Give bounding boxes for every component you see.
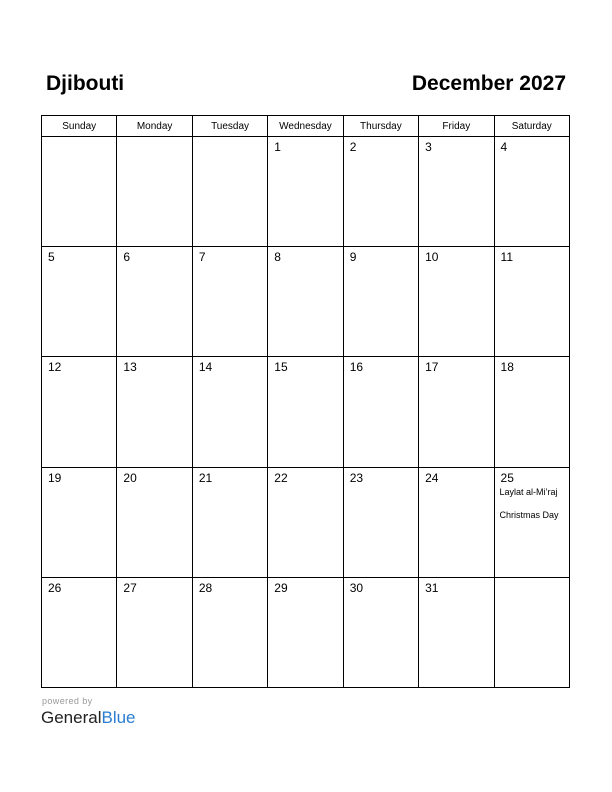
weekday-friday: Friday <box>419 116 494 137</box>
day-cell <box>192 467 267 577</box>
day-number: 14 <box>198 360 213 375</box>
generalblue-logo[interactable] <box>41 708 136 728</box>
day-number: 16 <box>349 360 364 375</box>
day-number: 22 <box>274 470 288 485</box>
day-cell <box>419 247 494 357</box>
weekday-sunday: Sunday <box>42 116 117 137</box>
weekday-tuesday: Tuesday <box>192 116 267 137</box>
day-number: 12 <box>48 360 62 375</box>
day-cell <box>343 577 418 687</box>
day-cell <box>192 137 267 247</box>
day-number <box>117 137 191 141</box>
day-cell <box>42 137 117 247</box>
day-number: 24 <box>425 470 439 485</box>
day-number <box>42 137 116 141</box>
day-number: 2 <box>349 140 357 154</box>
day-cell <box>117 357 192 467</box>
day-cell <box>343 137 418 247</box>
week-row <box>42 137 570 247</box>
weekday-wednesday: Wednesday <box>268 116 343 137</box>
day-cell <box>494 467 569 577</box>
day-number: 23 <box>349 470 364 485</box>
day-cell <box>117 137 192 247</box>
day-cell <box>268 357 343 467</box>
day-number: 8 <box>274 250 281 265</box>
day-cell <box>419 467 494 577</box>
day-number: 5 <box>48 250 55 265</box>
day-cell <box>343 357 418 467</box>
day-number: 10 <box>425 250 439 265</box>
day-cell <box>494 247 569 357</box>
day-cell <box>192 577 267 687</box>
day-number: 27 <box>123 580 137 595</box>
weekday-saturday: Saturday <box>494 116 569 137</box>
day-number: 13 <box>123 360 137 375</box>
day-number: 15 <box>274 360 288 375</box>
day-cell <box>42 467 117 577</box>
day-cell <box>268 577 343 687</box>
day-cell <box>419 577 494 687</box>
day-number: 19 <box>48 470 62 485</box>
day-number: 21 <box>198 470 213 485</box>
day-cell <box>117 247 192 357</box>
weekday-thursday: Thursday <box>343 116 418 137</box>
day-number: 30 <box>349 580 364 595</box>
holiday-label: Laylat al-Mi’raj <box>499 486 558 497</box>
day-number: 18 <box>500 360 514 375</box>
day-number: 6 <box>123 250 131 265</box>
powered-by-text: powered by <box>42 696 93 706</box>
day-number <box>495 578 569 582</box>
day-cell <box>117 467 192 577</box>
weekday-header-row <box>42 116 570 137</box>
weekday-monday: Monday <box>117 116 192 137</box>
day-cell <box>192 357 267 467</box>
day-number: 31 <box>425 580 439 595</box>
month-year-title: December 2027 <box>411 72 566 95</box>
holiday-label: Christmas Day <box>499 509 559 520</box>
day-cell <box>268 247 343 357</box>
day-number: 1 <box>274 140 281 154</box>
week-row <box>42 467 570 577</box>
day-number: 9 <box>349 250 357 265</box>
country-title: Djibouti <box>46 72 125 95</box>
day-number: 28 <box>198 580 213 595</box>
day-cell <box>268 467 343 577</box>
day-number: 26 <box>48 580 62 595</box>
day-cell <box>419 137 494 247</box>
day-cell <box>268 137 343 247</box>
day-number: 7 <box>198 250 206 265</box>
day-number: 4 <box>500 140 508 154</box>
day-number: 20 <box>123 470 137 485</box>
day-number: 17 <box>425 360 439 375</box>
week-row <box>42 357 570 467</box>
day-cell <box>494 137 569 247</box>
day-number: 11 <box>500 250 513 265</box>
day-cell <box>192 247 267 357</box>
day-number: 25 <box>500 470 514 485</box>
day-cell <box>494 357 569 467</box>
day-cell <box>419 357 494 467</box>
day-cell <box>42 577 117 687</box>
day-cell <box>494 577 569 687</box>
week-row <box>42 247 570 357</box>
week-row <box>42 577 570 687</box>
day-cell <box>343 247 418 357</box>
calendar-grid <box>41 115 570 688</box>
brand-blue-text: Blue <box>101 708 136 727</box>
day-cell <box>343 467 418 577</box>
day-cell <box>42 247 117 357</box>
brand-general-text: General <box>41 708 102 727</box>
day-number: 29 <box>274 580 288 595</box>
day-number: 3 <box>425 140 432 154</box>
day-cell <box>42 357 117 467</box>
day-cell <box>117 577 192 687</box>
day-number <box>193 137 267 141</box>
